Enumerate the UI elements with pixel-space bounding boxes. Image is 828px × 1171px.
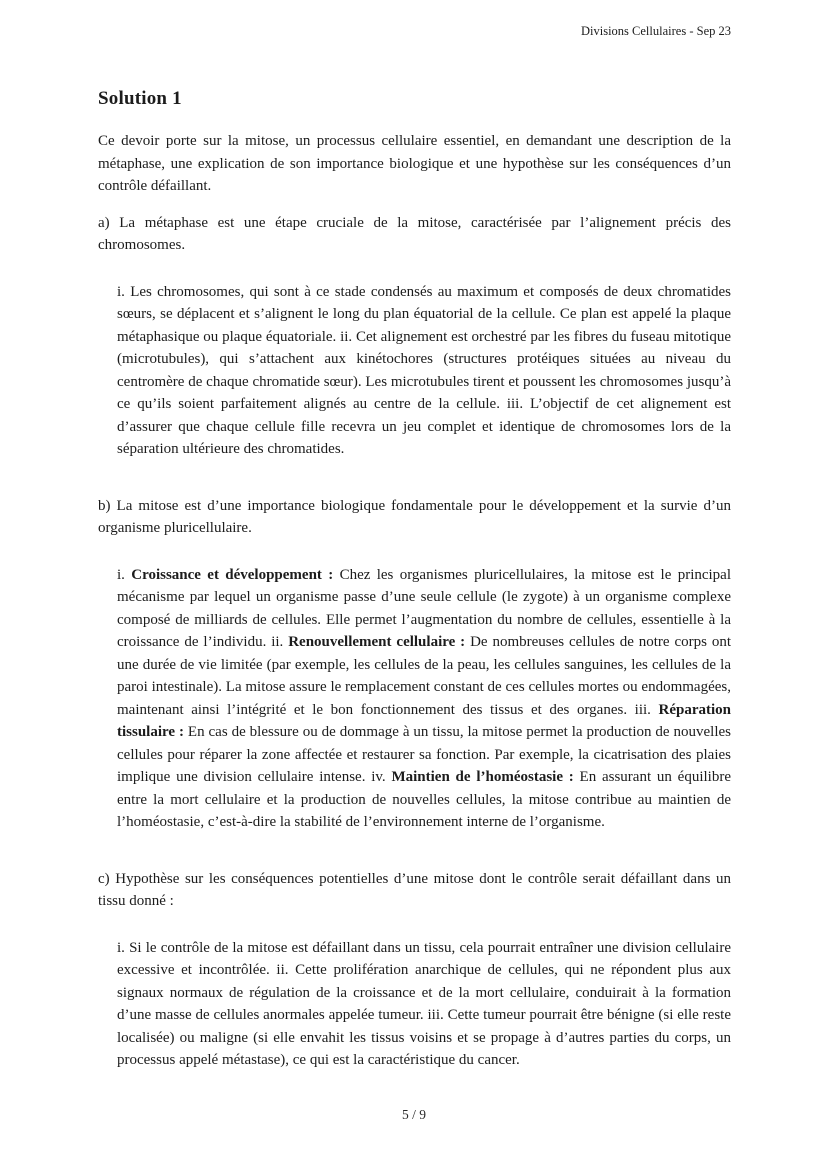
section-a-lead: a) La métaphase est une étape cruciale de la mitose, caractérisée par l’alignement précis des chromosomes.: [98, 214, 731, 253]
solution-title: Solution 1: [98, 88, 182, 109]
section-b-detail: i. Croissance et développement : Chez les organismes pluricellulaires, la mitose est le principal mécanisme par lequel un organisme passe d’une seule cellule (le zygote) à un organisme complexe composé de milliards de cellules. Elle permet l’augmentation du nombre de cellules, essentielle à la croissance de l’individu. ii. Renouvellement cellulaire : De nombreuses cellules de notre corps ont une durée de vie limitée (par exemple, les cellules de la peau, les cellules sanguines, les cellules de la paroi intestinale). La mitose assure le remplacement constant de ces cellules mortes ou endommagées, maintenant ainsi l’intégrité et le bon fonctionnement des tissus et des organes. iii. Réparation tissulaire : En cas de blessure ou de dommage à un tissu, la mitose permet la production de nouvelles cellules pour réparer la zone affectée et restaurer sa fonction. Par exemple, la cicatrisation des plaies implique une division cellulaire intense. iv. Maintien de l’homéostasie : En assurant un équilibre entre la mort cellulaire et la production de nouvelles cellules, la mitose contribue au maintien de l’homéostasie, c’est-à-dire la stabilité de l’environnement interne de l’organisme.: [117, 566, 732, 830]
section-c-detail: i. Si le contrôle de la mitose est défaillant dans un tissu, cela pourrait entraîner une division cellulaire excessive et incontrôlée. ii. Cette prolifération anarchique de cellules, qui ne répondent plus aux signaux normaux de régulation de la croissance et de la mort cellulaire, conduirait à la formation d’une masse de cellules anormales appelée tumeur. iii. Cette tumeur pourrait être bénigne (si elle reste localisée) ou maligne (si elle envahit les tissus voisins et se propage à d’autres parties du corps, un processus appelé métastase), ce qui est la caractéristique du cancer.: [117, 939, 731, 1068]
section-b-lead: b) La mitose est d’une importance biologique fondamentale pour le développement et la survie d’un organisme pluricellulaire.: [98, 497, 731, 536]
page-footer: [0, 1107, 828, 1123]
intro-paragraph: Ce devoir porte sur la mitose, un processus cellulaire essentiel, en demandant une description de la métaphase, une explication de son importance biologique et une hypothèse sur les conséquences d’un contrôle défaillant.: [98, 133, 731, 194]
header-running-title: Divisions Cellulaires - Sep 23: [581, 24, 731, 38]
section-a-detail: i. Les chromosomes, qui sont à ce stade condensés au maximum et composés de deux chromatides sœurs, se déplacent et s’alignent le long du plan équatorial de la cellule. Ce plan est appelé la plaque métaphasique ou plaque équatoriale. ii. Cet alignement est orchestré par les fibres du fuseau mitotique (microtubules), qui s’attachent aux kinétochores (structures protéiques situées au niveau du centromère de chaque chromatide sœur). Les microtubules tirent et poussent les chromosomes jusqu’à ce qu’ils soient parfaitement alignés au centre de la cellule. iii. L’objectif de cet alignement est d’assurer que chaque cellule fille recevra un jeu complet et identique de chromosomes lors de la séparation ultérieure des chromatides.: [117, 283, 731, 457]
page-header: [98, 24, 731, 39]
document-body: [98, 88, 731, 1106]
page-number: 5 / 9: [401, 1107, 426, 1122]
section-c-lead: c) Hypothèse sur les conséquences potentielles d’une mitose dont le contrôle serait défaillant dans un tissu donné :: [98, 870, 731, 909]
